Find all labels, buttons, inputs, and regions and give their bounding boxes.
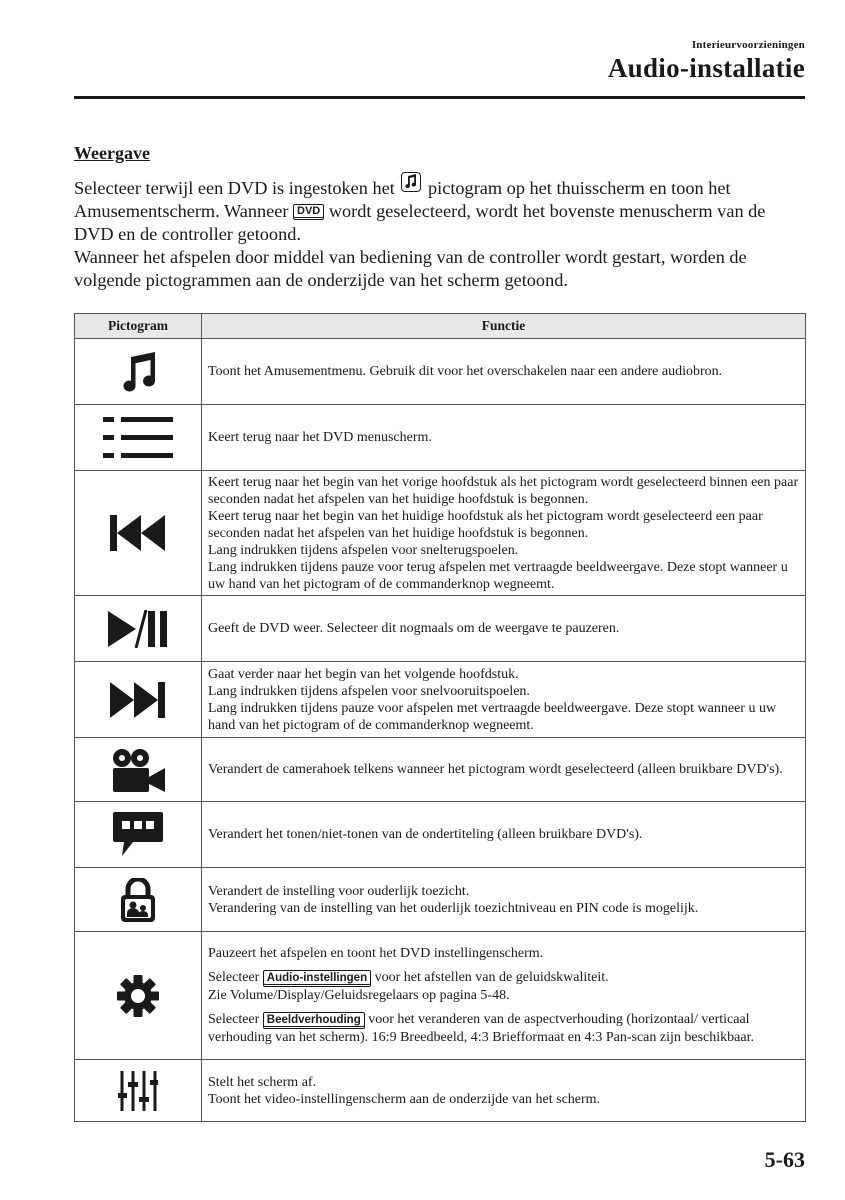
table-row [75,802,806,868]
play-pause-icon [108,610,168,648]
row-description: Lang indrukken tijdens pauze voor afspelen met vertraagde beeldweergave. Deze stopt wanneer u uw hand van het pictogram of de commanderknop wegneemt. [208,700,777,733]
row-description: Lang indrukken tijdens afspelen voor snelvooruitspoelen. [208,683,530,699]
table-row [75,738,806,802]
aspect-ratio-line [208,1011,799,1046]
intro-text-c: wordt geselecteerd, wordt het bovenste menuscherm van de DVD en de controller getoond. [74,201,766,244]
header-functie: Functie [202,314,806,339]
intro-paragraph-2: Wanneer het afspelen door middel van bediening van de controller wordt gestart, worden de volgende pictogrammen aan de onderzijde van het scherm getoond. [74,247,747,290]
intro-text [74,172,805,292]
row-description: Verandert de camerahoek telkens wanneer het pictogram wordt geselecteerd (alleen bruikbare DVD's). [208,762,783,777]
row-description: Keert terug naar het begin van het vorige hoofdstuk als het pictogram wordt geselecteerd binnen een paar seconden nadat het afspelen van het huidige hoofdstuk is begonnen. [208,474,799,507]
subtitle-icon [113,812,163,858]
table-row [75,1060,806,1122]
table-row [75,596,806,662]
table-header-row [75,314,806,339]
row-description: Verandert het tonen/niet-tonen van de ondertiteling (alleen bruikbare DVD's). [208,827,643,842]
select-text: Selecteer [208,1012,260,1027]
pictogram-table [74,313,806,1122]
camera-angle-icon [110,748,166,792]
select-description: voor het afstellen van de geluidskwaliteit. [374,970,609,985]
table-row [75,932,806,1060]
row-description: Geeft de DVD weer. Selecteer dit nogmaals om de weergave te pauzeren. [208,621,620,636]
page-reference: Zie Volume/Display/Geluidsregelaars op pagina 5-48. [208,988,510,1003]
page-title: Audio-installatie [607,53,805,83]
table-row [75,471,806,596]
row-description: Gaat verder naar het begin van het volgende hoofdstuk. [208,666,519,682]
row-description: Pauzeert het afspelen en toont het DVD instellingenscherm. [208,946,544,961]
music-note-icon [401,172,421,192]
header-divider [74,96,805,99]
row-description: Toont het Amusementmenu. Gebruik dit voor het overschakelen naar een andere audiobron. [208,364,723,379]
row-description: Lang indrukken tijdens afspelen voor snelterugspoelen. [208,542,519,558]
table-row [75,339,806,405]
row-description: Verandering van de instelling van het ouderlijk toezichtniveau en PIN code is mogelijk. [208,900,699,916]
row-description: Keert terug naar het DVD menuscherm. [208,430,432,445]
list-icon [103,417,173,459]
parental-lock-icon [120,878,156,922]
skip-forward-icon [110,682,166,718]
header-pictogram: Pictogram [75,314,202,339]
section-label: Interieurvoorzieningen [691,39,805,51]
table-row [75,868,806,932]
table-row [75,405,806,471]
gear-icon [117,975,159,1017]
section-heading: Weergave [74,143,150,163]
dvd-tag: DVD [293,204,324,220]
row-description: Lang indrukken tijdens pauze voor terug afspelen met vertraagde beeldweergave. Deze stopt wanneer u uw hand van het pictogram of de commanderknop wegneemt. [208,559,788,592]
audio-settings-line [208,969,799,987]
table-row [75,662,806,738]
skip-back-icon [110,515,166,551]
music-note-icon [118,351,158,393]
intro-paragraph-1 [74,172,805,246]
page-number: 5-63 [764,1147,805,1172]
aspect-ratio-button: Beeldverhouding [263,1012,365,1029]
row-description: Stelt het scherm af. [208,1074,317,1090]
select-text: Selecteer [208,970,260,985]
intro-text-a: Selecteer terwijl een DVD is ingestoken het [74,178,395,198]
audio-settings-button: Audio-instellingen [263,970,371,987]
intro-text-b: pictogram op het thuisscherm en toon het Amusementscherm. Wanneer [74,178,731,221]
row-description: Verandert de instelling voor ouderlijk toezicht. [208,883,470,899]
row-description: Keert terug naar het begin van het huidige hoofdstuk als het pictogram wordt geselecteerd een paar seconden nadat het afspelen van het huidige hoofdstuk is begonnen. [208,508,763,541]
equalizer-icon [118,1071,158,1111]
row-description: Toont het video-instellingenscherm aan de onderzijde van het scherm. [208,1091,601,1107]
select-description: voor het veranderen van de aspectverhouding (horizontaal/ verticaal verhouding van het scherm). 16:9 Breedbeeld, 4:3 Briefformaat en 4:3 Pan-scan zijn beschikbaar. [208,1012,754,1045]
